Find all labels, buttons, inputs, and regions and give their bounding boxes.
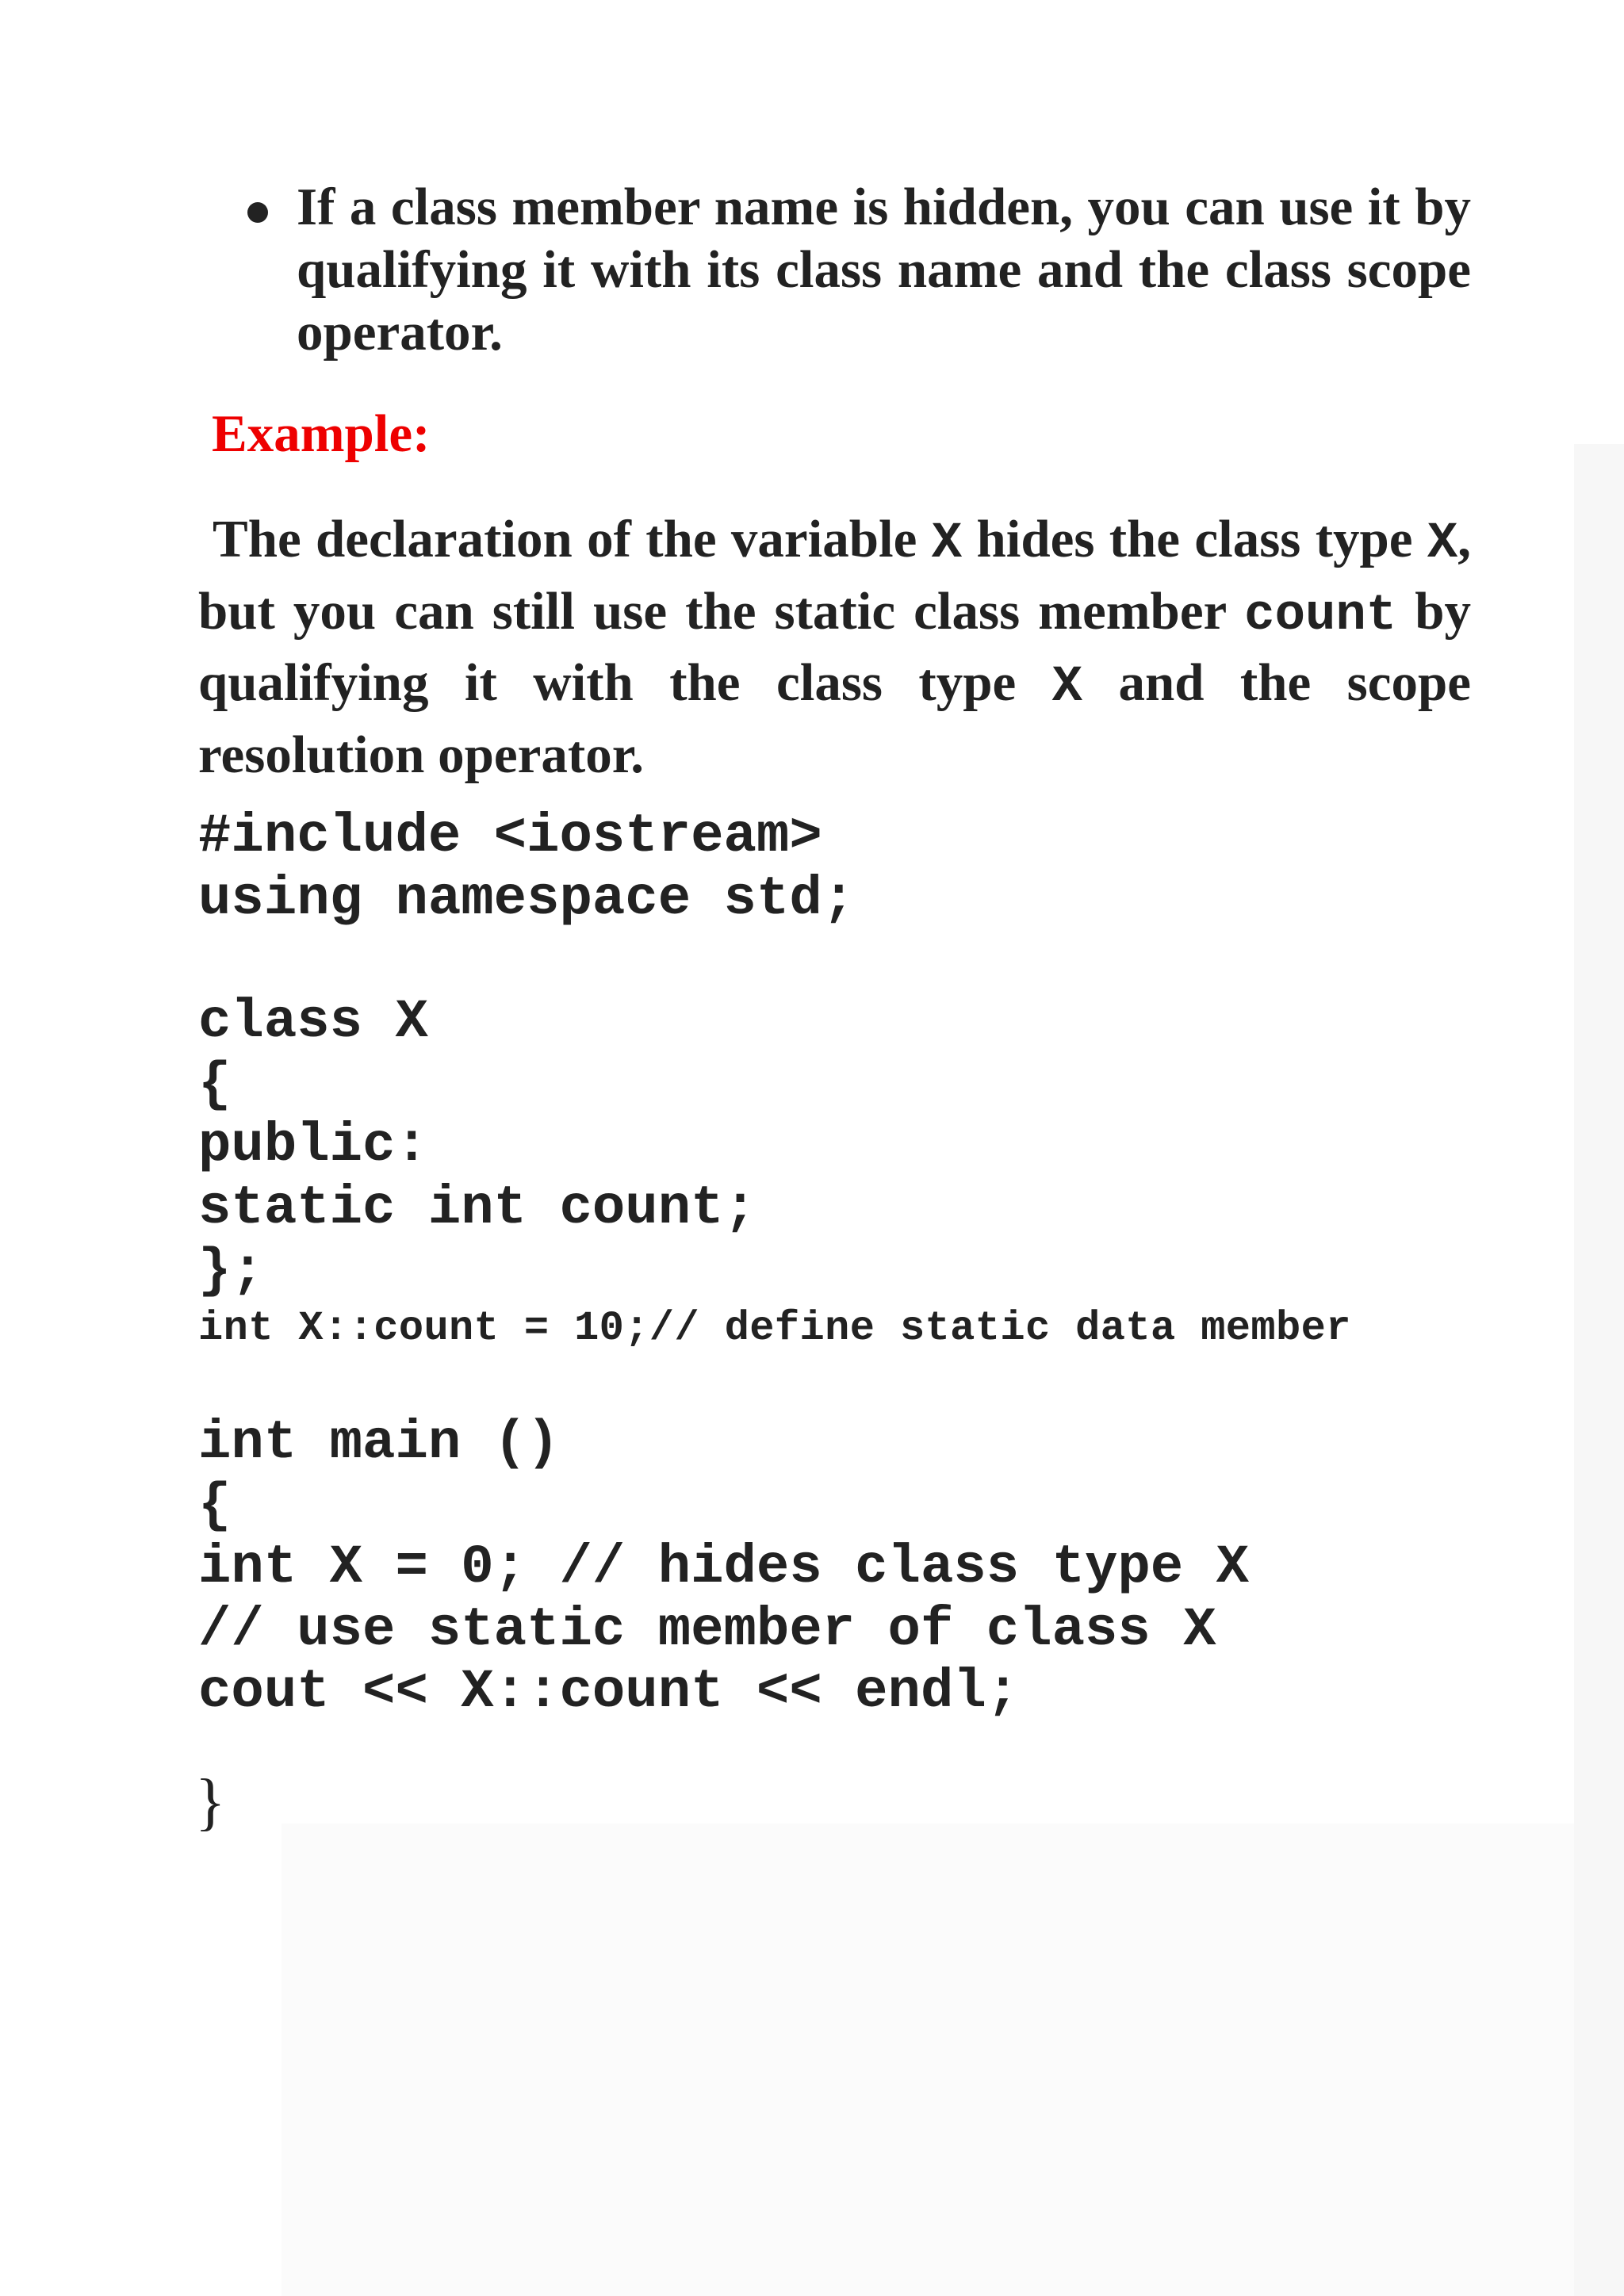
paragraph-text: , but you can still use the static class member: [198, 510, 1472, 641]
paragraph-text: and the scope resolution operator.: [198, 653, 1471, 784]
inline-code: X: [931, 515, 963, 572]
paragraph-text: hides the class type: [962, 510, 1427, 568]
code-line-int-x: int X = 0; // hides class type X: [198, 1536, 1250, 1598]
paragraph-text: by qualifying it with the class type: [198, 581, 1472, 712]
code-line-using: using namespace std;: [198, 868, 856, 930]
code-line-main-close-brace: }: [195, 1767, 226, 1837]
example-heading: Example:: [212, 404, 431, 463]
code-line-class: class X: [198, 991, 428, 1053]
code-line-main: int main (): [198, 1412, 560, 1474]
code-line-define-static: int X::count = 10;// define static data member: [198, 1305, 1351, 1352]
code-line-comment: // use static member of class X: [198, 1599, 1216, 1661]
bullet-icon: [230, 176, 297, 364]
bullet-text: If a class member name is hidden, you can use it by qualifying it with its class name and the class scope operator.: [297, 178, 1471, 362]
code-line-cout: cout << X::count << endl;: [198, 1661, 1020, 1723]
inline-code: count: [1244, 587, 1397, 645]
inline-code: X: [1051, 659, 1083, 716]
code-line-static-int: static int count;: [198, 1177, 756, 1239]
paragraph-text: The declaration of the variable: [213, 510, 932, 568]
code-line-include: #include <iostream>: [198, 806, 822, 867]
code-line-close-brace: };: [198, 1240, 264, 1302]
explanation-paragraph: [198, 506, 1471, 788]
code-line-open-brace: {: [198, 1054, 232, 1115]
page-shade-bottom: [282, 1823, 1574, 2296]
page-shade-right: [1574, 444, 1624, 2296]
bullet-item: [230, 176, 1471, 364]
code-line-main-open-brace: {: [198, 1475, 232, 1536]
code-line-public: public:: [198, 1115, 428, 1177]
inline-code: X: [1427, 515, 1458, 572]
